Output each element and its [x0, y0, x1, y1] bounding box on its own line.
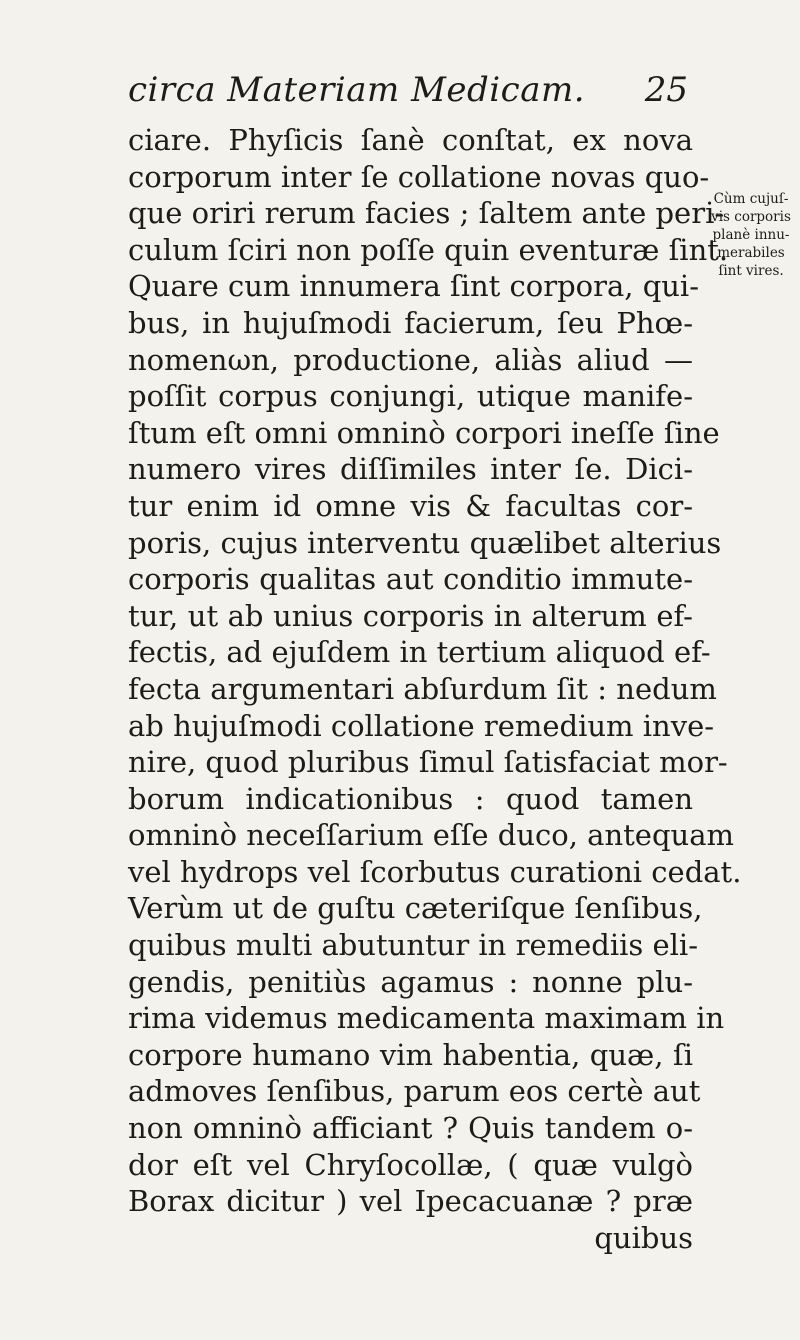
text-line: ciare. Phyſicis ſanè conſtat, ex nova	[128, 123, 693, 157]
text-line: poſſit corpus conjungi, utique manife-	[128, 379, 693, 414]
text-line: rima videmus medicamenta maximam in	[128, 1001, 725, 1036]
margin-note-line: merabiles	[717, 245, 785, 261]
running-header	[128, 70, 688, 114]
text-line: vel hydrops vel ſcorbutus curationi cedat.	[128, 854, 742, 889]
text-line: culum ſciri non poſſe quin eventuræ ſint.	[128, 232, 729, 267]
margin-note-line: ſint vires.	[718, 263, 784, 279]
text-line: corporis qualitas aut conditio immute-	[128, 562, 693, 597]
text-line: numero vires diſſimiles inter ſe. Dici-	[128, 452, 693, 487]
text-line: ſtum eſt omni omninò corpori ineſſe ſine	[128, 415, 720, 450]
page-number: 25	[644, 70, 688, 110]
text-line: bus, in hujuſmodi facierum, ſeu Phœ-	[128, 305, 693, 340]
text-line: non omninò afficiant ? Quis tandem o-	[128, 1111, 693, 1146]
text-line: admoves ſenſibus, parum eos certè aut	[128, 1074, 701, 1109]
margin-note	[708, 190, 794, 280]
text-line: nomenωn, productione, aliàs aliud —	[128, 342, 693, 377]
text-line: quibus multi abutuntur in remediis eli-	[128, 928, 698, 963]
margin-note-line: Cùm cujuſ-	[713, 191, 789, 207]
text-line: omninò neceſſarium eſſe duco, antequam	[128, 818, 734, 853]
margin-note-line: vis corporis	[711, 209, 791, 225]
text-line: fecta argumentari abſurdum ſit : nedum	[128, 671, 717, 706]
text-line: tur enim id omne vis & facultas cor-	[128, 488, 693, 523]
text-line: poris, cujus interventu quælibet alterius	[128, 525, 722, 560]
text-line: tur, ut ab unius corporis in alterum ef-	[128, 598, 693, 633]
running-title: circa Materiam Medicam.	[128, 70, 586, 110]
text-line: fectis, ad ejuſdem in tertium aliquod ef-	[128, 635, 711, 670]
text-line: corporum inter ſe collatione novas quo-	[128, 159, 710, 194]
text-line: ab hujuſmodi collatione remedium inve-	[128, 708, 715, 743]
text-line: corpore humano vim habentia, quæ, ſi	[128, 1037, 693, 1072]
margin-note-line: planè innu-	[712, 227, 790, 243]
text-line: borum indicationibus : quod tamen	[128, 781, 693, 816]
text-line: Verùm ut de guſtu cæteriſque ſenſibus,	[128, 891, 703, 926]
text-line: quibus	[594, 1220, 693, 1255]
body-text	[128, 122, 742, 1256]
text-line: Quare cum innumera ſint corpora, qui-	[128, 269, 700, 304]
text-line: dor eſt vel Chryſocollæ, ( quæ vulgò	[128, 1147, 693, 1182]
text-line: que oriri rerum facies ; ſaltem ante peri-	[128, 196, 725, 231]
text-line: gendis, penitiùs agamus : nonne plu-	[128, 964, 693, 999]
text-line: nire, quod pluribus ſimul ſatisfaciat mor-	[128, 745, 728, 780]
text-line: Borax dicitur ) vel Ipecacuanæ ? præ	[128, 1184, 693, 1219]
